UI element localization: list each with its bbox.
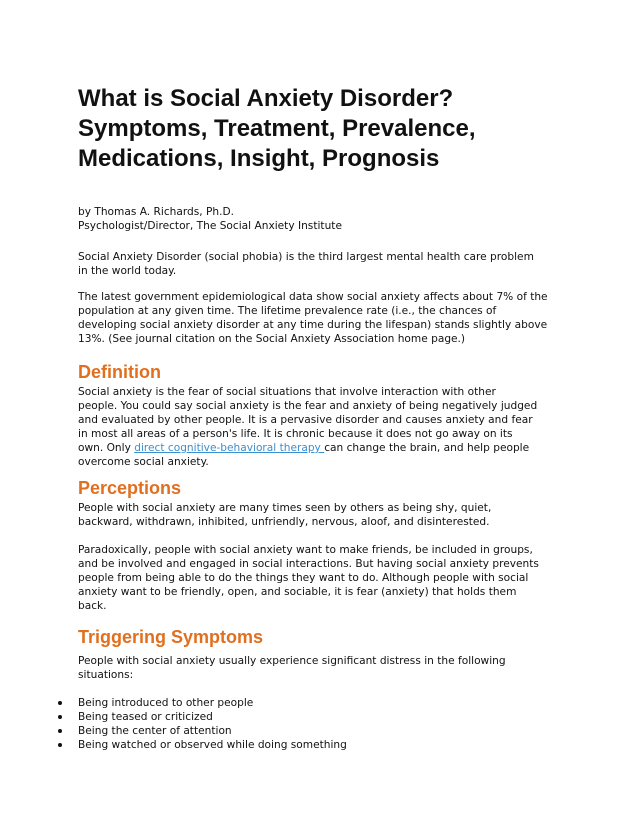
list-item [55, 738, 595, 752]
text-line: in the world today. [78, 265, 177, 277]
list-item-text: Being introduced to other people [78, 697, 254, 709]
text-line: and be involved and engaged in social interactions. But having social anxiety prevents [78, 558, 539, 570]
list-item [55, 710, 595, 724]
bullet-icon [58, 701, 62, 705]
list-item-text: Being the center of attention [78, 725, 232, 737]
text-line: anxiety want to be friendly, open, and sociable, it is fear (anxiety) that holds them [78, 586, 517, 598]
text-line: people from being able to do the things they want to do. Although people with social [78, 572, 529, 584]
text-line: backward, withdrawn, inhibited, unfriendly, nervous, aloof, and disinterested. [78, 516, 490, 528]
text-line: 13%. (See journal citation on the Social Anxiety Association home page.) [78, 333, 466, 345]
text-line: people. You could say social anxiety is the fear and anxiety of being negatively judged [78, 400, 538, 412]
text-line: in most all areas of a person's life. It is chronic because it does not go away on its [78, 428, 513, 440]
title-line: Medications, Insight, Prognosis [78, 145, 440, 172]
definition-paragraph [78, 385, 578, 469]
list-item [55, 724, 595, 738]
bullet-icon [58, 715, 62, 719]
text-line: People with social anxiety are many times seen by others as being shy, quiet, [78, 502, 492, 514]
list-item [55, 696, 595, 710]
text-line-with-link [78, 441, 578, 455]
text-segment: can change the brain, and help people [324, 442, 530, 454]
text-line: overcome social anxiety. [78, 456, 209, 468]
text-line: and evaluated by other people. It is a pervasive disorder and causes anxiety and fear [78, 414, 533, 426]
intro-paragraph-1 [78, 250, 578, 278]
perceptions-heading: Perceptions [78, 478, 182, 498]
text-line: developing social anxiety disorder at any time during the lifespan) stands slightly above [78, 319, 548, 331]
definition-heading: Definition [78, 362, 161, 382]
text-line: Social Anxiety Disorder (social phobia) is the third largest mental health care problem [78, 251, 534, 263]
triggering-intro [78, 654, 578, 682]
bullet-icon [58, 743, 62, 747]
list-item-text: Being watched or observed while doing something [78, 739, 347, 751]
text-segment: own. Only [78, 442, 135, 454]
bullet-icon [58, 729, 62, 733]
title-line: What is Social Anxiety Disorder? [78, 85, 454, 112]
cbt-link[interactable]: direct cognitive-behavioral therapy [134, 442, 325, 454]
text-line: back. [78, 600, 107, 612]
page-title [78, 84, 598, 174]
text-line: situations: [78, 669, 134, 681]
perceptions-paragraph-1 [78, 501, 578, 529]
triggering-symptoms-heading: Triggering Symptoms [78, 627, 264, 647]
list-item-text: Being teased or criticized [78, 711, 213, 723]
author-role: Psychologist/Director, The Social Anxiety Institute [78, 220, 342, 232]
text-line: population at any given time. The lifetime prevalence rate (i.e., the chances of [78, 305, 497, 317]
text-line: Paradoxically, people with social anxiety want to make friends, be included in groups, [78, 544, 533, 556]
title-line: Symptoms, Treatment, Prevalence, [78, 115, 476, 142]
perceptions-paragraph-2 [78, 543, 578, 613]
text-line: People with social anxiety usually experience significant distress in the following [78, 655, 506, 667]
text-line: The latest government epidemiological data show social anxiety affects about 7% of the [78, 291, 548, 303]
author-byline: by Thomas A. Richards, Ph.D. [78, 206, 234, 218]
text-line: Social anxiety is the fear of social situations that involve interaction with other [78, 386, 496, 398]
intro-paragraph-2 [78, 290, 578, 346]
triggering-list [55, 696, 595, 752]
